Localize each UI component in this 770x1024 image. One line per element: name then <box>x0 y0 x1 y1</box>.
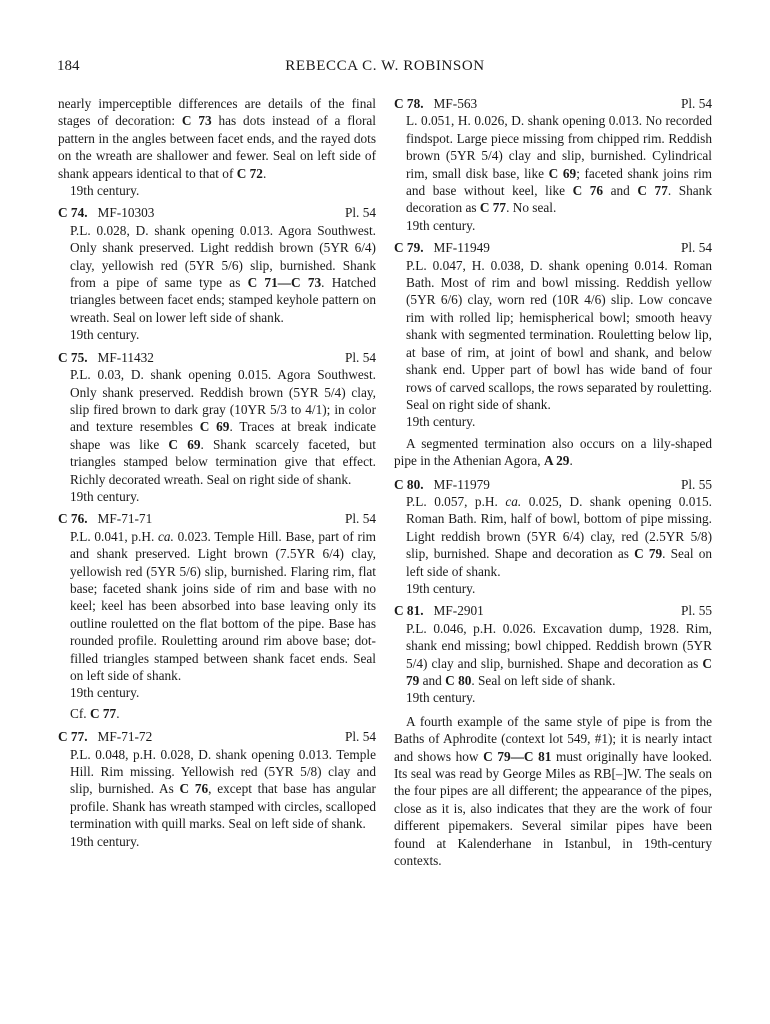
catalog-ref: C 79—C 81 <box>483 748 552 764</box>
catalog-ref: C 69 <box>548 165 577 181</box>
catalog-entry-c74 <box>58 204 376 343</box>
catalog-ref: C 76 <box>179 781 209 797</box>
entry-number: C 79. <box>394 240 424 256</box>
inventory-number: MF-11949 <box>433 240 490 256</box>
date: 19th century. <box>406 580 476 596</box>
entry-number: C 76. <box>58 511 88 527</box>
continuation-text: nearly imperceptible differences are details of the final stages of decoration: C 73 has dots instead of a floral pattern in the angles between facet ends, and the rayed dots on the wreath are shallower and fewer. Seal on left side of shank appears identical to that of C 72. <box>58 96 377 181</box>
catalog-entry-c78 <box>394 95 712 234</box>
plate-ref: Pl. 54 <box>344 511 376 527</box>
entry-description: P.L. 0.028, D. shank opening 0.013. Agora Southwest. Only shank preserved. Light reddish brown (5YR 6/4) clay, yellowish red (5YR 5/6) slip, burnished. Shank from a pipe of same type as C 71—C 73. Hatched triangles between facet ends; stamped keyhole pattern on wreath. Seal on lower left side of shank. <box>70 222 377 325</box>
catalog-entry-c79 <box>394 239 712 469</box>
catalog-entry-c76 <box>58 510 376 722</box>
catalog-ref: C 71—C 73 <box>247 275 322 291</box>
plate-ref: Pl. 54 <box>344 205 376 221</box>
entry-description: P.L. 0.048, p.H. 0.028, D. shank opening 0.013. Temple Hill. Rim missing. Yellowish red (5YR 5/8) clay and slip, burnished. As C 76, except that base has angular profile. Shank has wreath stamped with circles, scalloped termination with quill marks. Seal on left side of shank. <box>70 746 376 832</box>
entry-description: P.L. 0.057, p.H. ca. 0.025, D. shank opening 0.015. Roman Bath. Rim, half of bowl, bottom of pipe missing. Light reddish brown (5YR 6/4) clay, red (2.5YR 5/8) slip, burnished. Shape and decoration as C 79. Seal on left side of shank. <box>406 493 712 579</box>
entry-heading <box>394 95 712 112</box>
entry-description: P.L. 0.041, p.H. ca. 0.023. Temple Hill. Base, part of rim and shank preserved. Light brown (7.5YR 6/4) clay, yellowish red (5YR 5/6) slip, burnished. Flaring rim, flat base; faceted shank joins side of rim and base with no keel; keel has been absorbed into base leaving only its outline rouletted on the flat bottom of the pipe. Base has rounded profile. Rouletting around rim above base; dot-filled triangles stamped between shank facet ends. Seal on left side of shank. <box>70 528 376 683</box>
continuation-paragraph <box>58 95 376 199</box>
page-header <box>0 58 770 80</box>
cross-reference: Cf. C 77. <box>70 705 120 721</box>
date: 19th century. <box>70 183 140 199</box>
catalog-entry-c80 <box>394 476 712 598</box>
plate-ref: Pl. 54 <box>344 729 376 745</box>
entry-heading <box>394 602 712 619</box>
catalog-ref: A 29 <box>543 453 570 469</box>
date: 19th century. <box>70 488 140 504</box>
inventory-number: MF-11432 <box>97 349 154 365</box>
catalog-entry-c77 <box>58 728 376 850</box>
plate-ref: Pl. 54 <box>680 96 712 111</box>
entry-number: C 80. <box>394 476 424 492</box>
catalog-ref: C 80 <box>445 673 472 688</box>
date: 19th century. <box>406 414 476 430</box>
catalog-ref: C 77 <box>89 705 117 721</box>
catalog-ref: C 73 <box>181 113 212 129</box>
entry-heading <box>394 239 712 256</box>
page-number: 184 <box>57 58 80 74</box>
catalog-ref: C 69 <box>199 419 230 435</box>
entry-heading <box>58 349 376 366</box>
date: 19th century. <box>406 690 476 706</box>
catalog-entry-c75 <box>58 349 376 506</box>
inventory-number: MF-563 <box>433 96 478 111</box>
entry-heading <box>58 510 376 527</box>
entry-description: P.L. 0.046, p.H. 0.026. Excavation dump, 1928. Rim, shank end missing; bowl chipped. Reddish brown (5YR 5/4) clay and slip, burnished. Shape and decoration as C 79 and C 80. Seal on left side of shank. <box>406 620 712 688</box>
date: 19th century. <box>70 833 140 849</box>
entry-number: C 75. <box>58 349 88 365</box>
catalog-ref: C 79 <box>406 655 712 688</box>
entry-number: C 78. <box>394 96 424 111</box>
date: 19th century. <box>406 217 476 233</box>
entry-heading <box>58 204 376 221</box>
inventory-number: MF-2901 <box>433 603 484 619</box>
entry-heading <box>394 476 712 493</box>
date: 19th century. <box>70 685 140 701</box>
plate-ref: Pl. 55 <box>680 476 712 492</box>
entry-description: L. 0.051, H. 0.026, D. shank opening 0.013. No recorded findspot. Large piece missing from chipped rim. Reddish brown (5YR 5/4) clay and slip, burnished. Cylindrical rim, small disk base, like C 69; faceted shank joins rim and base without keel, like C 76 and C 77. Shank decoration as C 77. No seal. <box>406 113 713 216</box>
plate-ref: Pl. 54 <box>344 349 376 365</box>
entry-number: C 81. <box>394 603 424 619</box>
note-paragraph: A segmented termination also occurs on a lily-shaped pipe in the Athenian Agora, A 29. <box>394 435 712 469</box>
entry-heading <box>58 728 376 745</box>
catalog-ref: C 69 <box>168 436 201 452</box>
plate-ref: Pl. 55 <box>680 603 712 619</box>
running-head: REBECCA C. W. ROBINSON <box>285 58 485 74</box>
catalog-ref: C 77 <box>479 200 507 216</box>
right-column <box>394 95 712 869</box>
catalog-ref: C 72 <box>236 165 263 181</box>
entry-description: P.L. 0.03, D. shank opening 0.015. Agora Southwest. Only shank preserved. Reddish brown (5YR 5/4) clay, slip fired brown to dark gray (10YR 5/3 to 4/1); in color and texture resembles C 69. Traces at break indicate shape was like C 69. Shank scarcely faceted, but triangles stamped below termination give that effect. Richly decorated wreath. Seal on right side of shank. <box>70 367 376 487</box>
inventory-number: MF-71-71 <box>97 511 153 527</box>
inventory-number: MF-10303 <box>97 205 155 221</box>
catalog-ref: C 77 <box>637 183 668 199</box>
inventory-number: MF-71-72 <box>97 729 153 745</box>
catalog-entry-c81 <box>394 602 712 706</box>
entry-number: C 74. <box>58 205 88 221</box>
entry-number: C 77. <box>58 729 88 745</box>
catalog-ref: C 79 <box>634 546 663 562</box>
date: 19th century. <box>70 327 140 343</box>
entry-description: P.L. 0.047, H. 0.038, D. shank opening 0.014. Roman Bath. Most of rim and bowl missing. Reddish yellow (5YR 6/6) clay, worn red (10R 4/6) slip. Low concave rim with rolled lip; hemispherical bowl; smooth heavy shank with segmented termination. Rouletting below lip, at base of rim, at joint of bowl and shank, and below shank end. Upper part of bowl has wide band of four rows of carved scallops, the rows separated by rouletting. Seal on right side of shank. <box>406 257 712 412</box>
closing-paragraph: A fourth example of the same style of pipe is from the Baths of Aphrodite (context lot 549, #1); it is nearly intact and shows how C 79—C 81 must originally have looked. Its seal was read by George Miles as RB[–]W. The seals on the four pipes are all different; the appearance of the pipes, close as it is, also indicates that they are the work of four different pipemakers. Several similar pipes have been found at Kalenderhane in Istanbul, in 19th-century contexts. <box>394 713 712 869</box>
left-column <box>58 95 376 850</box>
catalog-ref: C 76 <box>572 183 604 199</box>
plate-ref: Pl. 54 <box>680 240 712 256</box>
inventory-number: MF-11979 <box>433 476 490 492</box>
